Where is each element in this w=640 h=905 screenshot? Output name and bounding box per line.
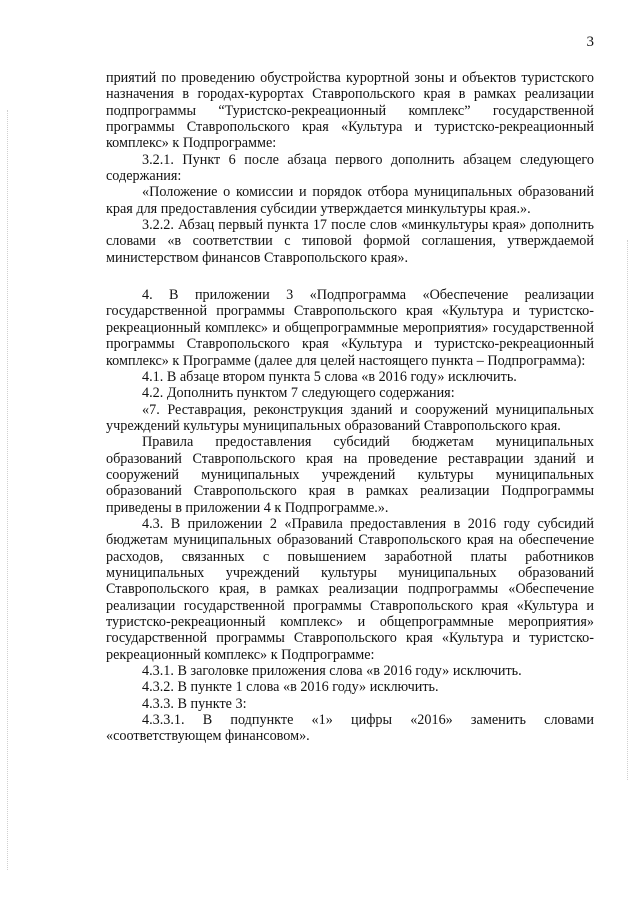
paragraph-4: 4. В приложении 3 «Подпрограмма «Обеспечение реализации государственной программы Ставропольского края «Культура и туристско-рекреационный комплекс» и общепрограммные мероприятия» государственной программы Ставропольского края «Культура и туристско-рекреационный комплекс» к Программе (далее для целей настоящего пункта – Подпрограмма): [106,287,594,369]
paragraph-4-1: 4.1. В абзаце втором пункта 5 слова «в 2016 году» исключить. [142,368,517,385]
paragraph-quote-item-7: «7. Реставрация, реконструкция зданий и сооружений муниципальных учреждений культуры муниципальных образований Ставропольского края. [106,401,594,434]
paragraph-gap [106,266,594,287]
paragraph-3-2-1: 3.2.1. Пункт 6 после абзаца первого дополнить абзацем следующего содержания: [106,151,594,185]
scan-artifact-right [627,240,628,780]
paragraph-4-3-3: 4.3.3. В пункте 3: [142,695,247,712]
paragraph-continuation: приятий по проведению обустройства курортной зоны и объектов туристского назначения в городах-курортах Ставропольского края в рамках реализации подпрограммы “Туристско-рекреационный комплекс” государственной программы Ставропольского края «Культура и туристско-рекреационный комплекс» к Подпрограмме: [106,70,594,152]
paragraph-quote-commission: «Положение о комиссии и порядок отбора муниципальных образований края для предоставления субсидии утверждается минкультуры края.». [106,184,594,217]
paragraph-4-3-2: 4.3.2. В пункте 1 слова «в 2016 году» исключить. [142,679,439,696]
paragraph-4-3: 4.3. В приложении 2 «Правила предоставления в 2016 году субсидий бюджетам муниципальных образований Ставропольского края на обеспечение расходов, связанных с повышением заработной платы работников муниципальных учреждений культуры муниципальных образований Ставропольского края, в рамках реализации подпрограммы «Обеспечение реализации государственной программы Ставропольского края «Культура и туристско-рекреационный комплекс» и общепрограммные мероприятия» государственной программы Ставропольского края «Культура и туристско-рекреационный комплекс» к Подпрограмме: [106,515,594,663]
scan-artifact-left [7,110,8,870]
paragraph-4-3-3-1: 4.3.3.1. В подпункте «1» цифры «2016» заменить словами «соответствующем финансовом». [106,712,594,745]
paragraph-4-2: 4.2. Дополнить пунктом 7 следующего содержания: [142,385,455,402]
paragraph-rules: Правила предоставления субсидий бюджетам муниципальных образований Ставропольского края на проведение реставрации зданий и сооружений муниципальных учреждений культуры муниципальных образований Ставропольского края в рамках реализации Подпрограммы приведены в приложении 4 к Подпрограмме.». [106,434,594,516]
page-number: 3 [586,34,594,50]
document-body [106,70,594,745]
paragraph-4-3-1: 4.3.1. В заголовке приложения слова «в 2016 году» исключить. [142,663,522,680]
paragraph-3-2-2: 3.2.2. Абзац первый пункта 17 после слов «минкультуры края» дополнить словами «в соответствии с типовой формой соглашения, утверждаемой министерством финансов Ставропольского края». [106,217,594,266]
